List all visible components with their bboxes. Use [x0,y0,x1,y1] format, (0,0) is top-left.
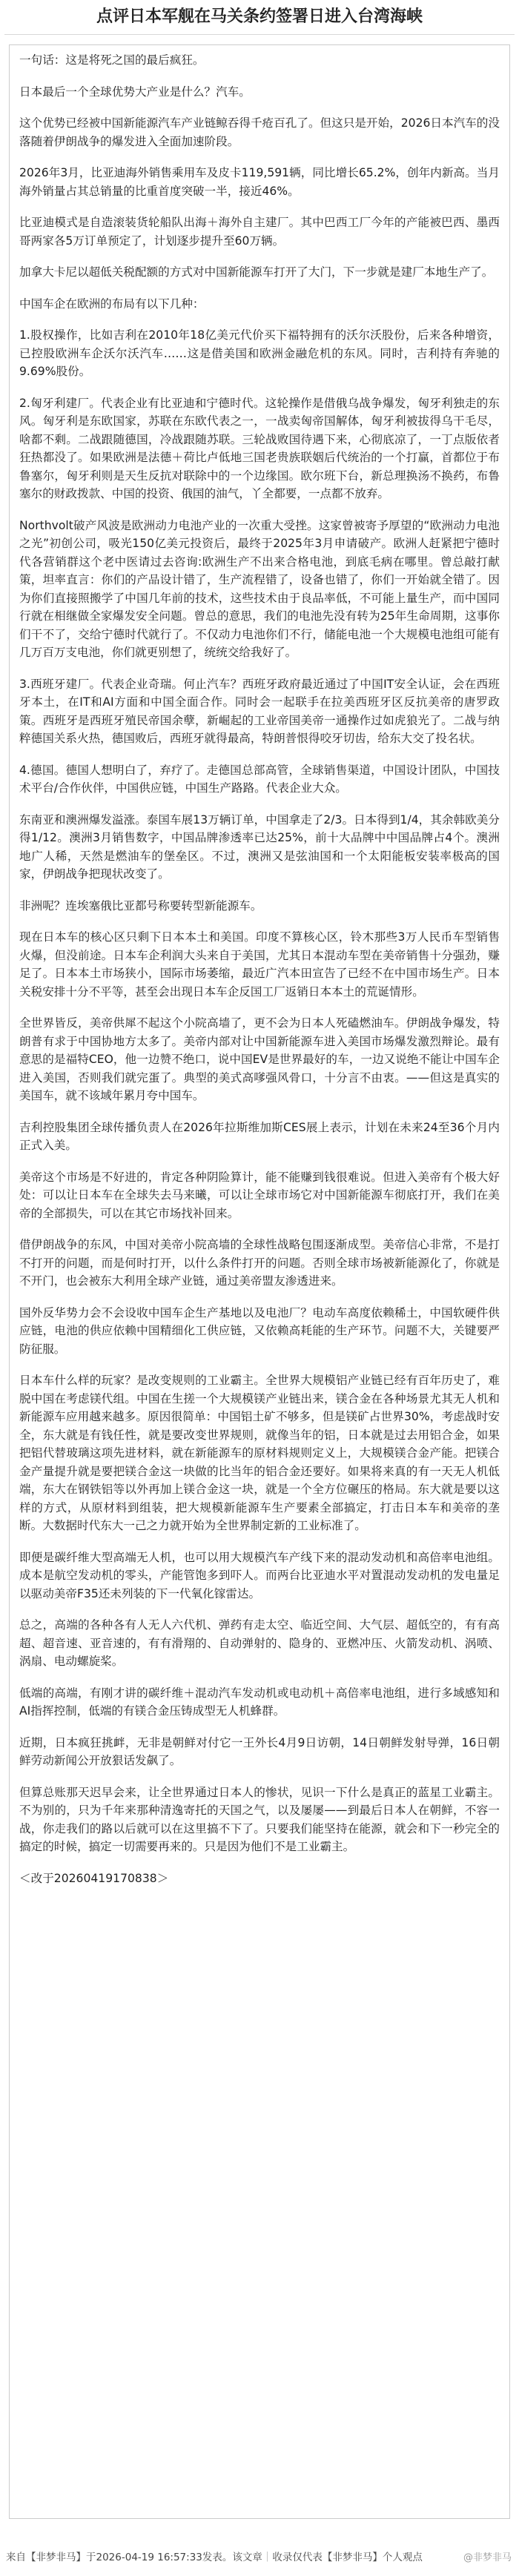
article-paragraph: 这个优势已经被中国新能源汽车产业链鲸吞得千疮百孔了。但这只是开始，2026日本汽车的没落随着伊朗战争的爆发进入全面加速阶段。 [19,116,500,148]
article-paragraph: 一句话：这是将死之国的最后疯狂。 [19,53,205,67]
article-paragraph: 现在日本车的核心区只剩下日本本土和美国。印度不算核心区，铃木那些3万人民币车型销售火爆，但没前途。日本车企利润大头来自于美国，尤其日本混动车型在美帝销售十分强劲，赚足了。日本本土市场狭小，国际市场萎缩，最近广汽本田宣告了已经不在中国市场生产。日本关税安排十分不平等，甚至会出现日本车企反国工厂返销日本本土的荒诞情形。 [19,930,500,999]
article-paragraph: 日本最后一个全球优势大产业是什么？汽车。 [19,85,251,99]
post-title: 点评日本军舰在马关条约签署日进入台湾海峡 [96,7,423,26]
footer-separator: ｜ [262,2552,273,2563]
article-paragraph: 东南亚和澳洲爆发溢涨。泰国车展13万辆订单，中国拿走了2/3。日本得到1/4，其余韩欧美分得1/12。澳洲3月销售数字，中国品牌渗透率已达25%，前十大品牌中中国品牌占4个。澳洲地广人稀，天然是燃油车的堡垒区。不过，澳洲又是弦油国和一个太阳能板安装率极高的国家，伊朗战争把现状改变了。 [19,812,500,881]
footer-disclaimer: 收录仅代表【非梦非马】个人观点 [272,2552,423,2563]
article-paragraph: 日本车什么样的玩家？是改变规则的工业霸主。全世界大规模铝产业链已经有百年历史了，难脱中国在考虑镁代组。中国在生搓一个大规模镁产业链出来，镁合金在各种场景尤其无人机和新能源车应用越来越多。原因很简单：中国铝土矿不够多，但是镁矿占世界30%，考虑战时安全，东大就是有钱任性，就是要改变世界规则，就像当年的铝，日本就是过去用铝合金，如果把铝代替玻璃这项先进材料，就在新能源车的原材料规则定义上，大规模镁合金产能。把镁合金产量提升就是要把镁合金这一块做的比当年的铝合金还要好。如果将来真的有一天无人机低端，东大在钢铁铝等以外再加上镁合金这一块，就是一个全方位碾压的格局。东大就是要以这样的方式，从原材料到组装，把大规模新能源车生产要素全部搞定，打击日本车和美帝的垄断。大数据时代东大一己之力就开始为全世界制定新的工业标准了。 [19,1374,500,1532]
article-paragraph: 2026年3月，比亚迪海外销售乘用车及皮卡119,591辆，同比增长65.2%，创年内新高。当月海外销量占其总销量的比重首度突破一半，接近46%。 [19,166,500,198]
footer-source-text: 来自【非梦非马】于2026-04-19 16:57:33发表。该文章 [6,2552,262,2563]
article-paragraph: 1.股权操作，比如吉利在2010年18亿美元代价买下福特拥有的沃尔沃股份，后来各种增资，已控股欧洲车企沃尔沃汽车……这是借美国和欧洲金融危机的东风。同时，吉利持有奔驰的9.69%股份。 [19,328,500,378]
article-paragraph: 近期，日本疯狂挑衅，无非是朝鲜对付它一王外长4月9日访朝，14日朝鲜发射导弹，16日朝鲜劳动新闻公开放狠话发飙了。 [19,1735,500,1767]
article-paragraph: 3.西班牙建厂。代表企业奇瑞。何止汽车？西班牙政府最近通过了中国IT安全认证，会在西班牙本土，在IT和AI方面和中国全面合作。同时会一起联手在拉美西班牙区反抗美帝的唐罗政策。西班牙是西班牙殖民帝国余孽，新崛起的工业帝国美帝一通操作过如虎狼光了。二战与纳粹德国关系火热，德国败后，西班牙就得最高，特朗普恨得咬牙切齿，给东大交了投名状。 [19,677,500,745]
title-divider [4,34,515,35]
article-paragraph: 国外反华势力会不会设收中国车企生产基地以及电池厂？电动车高度依赖稀土，中国软硬件供应链，电池的供应依赖中国精细化工供应链，又依赖高耗能的生产环节。问题不大，关键要严防征服。 [19,1305,500,1356]
article-paragraph: ＜改于20260419170838＞ [19,1871,169,1885]
article-paragraph: 吉利控股集团全球传播负责人在2026年拉斯维加斯CES展上表示，计划在未来24至36个月内正式入美。 [19,1120,500,1152]
article-paragraph: 非洲呢？连埃塞俄比亚都号称要转型新能源车。 [19,898,262,913]
article-paragraph: 低端的高端，有刚才讲的碳纤维＋混动汽车发动机或电动机＋高倍率电池组，进行多域感知和AI指挥控制，低端的有镁合金压铸成型无人机蜂群。 [19,1686,500,1718]
weibo-watermark: @非梦非马 [463,2552,512,2563]
post-footer [6,2548,513,2567]
article-paragraph: 2.匈牙利建厂。代表企业有比亚迪和宁德时代。这轮操作是借俄乌战争爆发，匈牙利独走的东风。匈牙利是东欧国家，苏联在东欧代表之一，一战卖匈帝国解体，匈牙利被拔得乌干毛尽，啥都不剩。二战跟随德国，冷战跟随苏联。三轮战败国待遇下来，心彻底凉了，一丁点版依者狂热都没了。如果欧洲是法德＋荷比卢低地三国老贵族联姻后代统治的一个打赢，首都位于布鲁塞尔，匈牙利则是天生反抗对联除中的一个边缘国。欧尔班下台，新总理换汤不换药，布鲁塞尔的财政拨款、中国的投资、俄国的油气，丫全都要，一点都不放弃。 [19,396,500,500]
article-paragraph: 4.德国。德国人想明白了，弃疗了。走德国总部高管，全球销售渠道，中国设计团队，中国技术平台/合作伙伴，中国供应链，中国生产路路。代表企业大众。 [19,763,500,795]
article-paragraph: 总之，高端的各种各有人无人六代机、弹药有走太空、临近空间、大气层、超低空的，有有高超、超音速、亚音速的，有有滑翔的、自动弹射的、隐身的、亚燃冲压、火箭发动机、涡喷、涡扇、电动螺旋桨。 [19,1618,500,1668]
article-paragraph: 加拿大卡尼以超低关税配额的方式对中国新能源车打开了大门，下一步就是建厂本地生产了。 [19,265,494,279]
article-body [9,44,510,2519]
article-paragraph: 全世界皆反，美帝供犀不起这个小院高墙了，更不会为日本人死磕燃油车。伊朗战争爆发，特朗普有求于中国协地方太多了。美帝内部对让中国新能源车进入美国市场爆发激烈辩论。最有意思的是福特CEO，他一边赞不绝口，说中国EV是世界最好的车，一边又说绝不能让中国车企进入美国，否则我们就完蛋了。典型的美式高嗲强风骨口，十分言不由衷。——但这是真实的美国车，就不该域年累月夸中国车。 [19,1016,500,1102]
article-paragraph: Northvolt破产风波是欧洲动力电池产业的一次重大受挫。这家曾被寄予厚望的“欧洲动力电池之光”初创公司，吸光150亿美元投资后，最终于2025年3月申请破产。欧洲人赶紧把宁德时代各营销群这个老中医请过去咨询:欧洲生产不出来合格电池，到底毛病在哪里。曾总敲打献策，坦率直言：你们的产品设计错了，生产流程错了，设备也错了，你们一开始就全错了。因为你们直接照搬学了中国几年前的技术，这些技术由于良品率低，不可能上量生产，而中国同行就在相继做全家爆发安全问题。曾总的意思，我们的电池先没有转为25年生命周期，这事你们干不了，交给宁德时代就行了。不仅动力电池你们不行，储能电池一个大规模电池组可能有几万百万支电池，你们就更别想了，统统交给我好了。 [19,518,500,659]
article-paragraph: 借伊朗战争的东风，中国对美帝小院高墙的全球性战略包围逐渐成型。美帝信心非常，不是打不打开的问题，而是何时打开，以什么条件打开的问题。否则全球市场被新能源化了，你就是不开门，也会被东大利用全球产业链，通过美帝盟友渗透进来。 [19,1238,500,1288]
article-paragraph: 比亚迪模式是自造滚装货轮船队出海＋海外自主建厂。其中巴西工厂今年的产能被巴西、墨西哥两家各5万订单预定了，计划逐步提升至60万辆。 [19,216,500,248]
article-paragraph: 即便是碳纤维大型高端无人机，也可以用大规模汽车产线下来的混动发动机和高倍率电池组。成本是航空发动机的零头，产能管饱多到吓人。而两台比亚迪水平对置混动发动机的发电量足以驱动美帝F35还未列装的下一代氧化镓雷达。 [19,1550,500,1600]
article-paragraph: 但算总账那天迟早会来，让全世界通过日本人的惨状，见识一下什么是真正的蓝星工业霸主。不为别的，只为千年来那种清逸寄托的天国之气，以及屡屡——到最后日本人在朝鲜，不容一战，你走我们的路以后就可以在这里搞不下了。只要我们能坚持在能源，就会和下一秒完全的搞定的时候，搞定一切需要再来的。只是因为他们不是工业霸主。 [19,1785,500,1853]
article-paragraph: 中国车企在欧洲的布局有以下几种： [19,297,205,311]
article-paragraph: 美帝这个市场是不好进的，肯定各种阴险算计，能不能赚到钱很难说。但进入美帝有个极大好处：可以让日本车在全球失去马来曦，可以让全球市场它对中国新能源车彻底打开，我们在美帝的全部损失，可以在其它市场找补回来。 [19,1170,500,1220]
